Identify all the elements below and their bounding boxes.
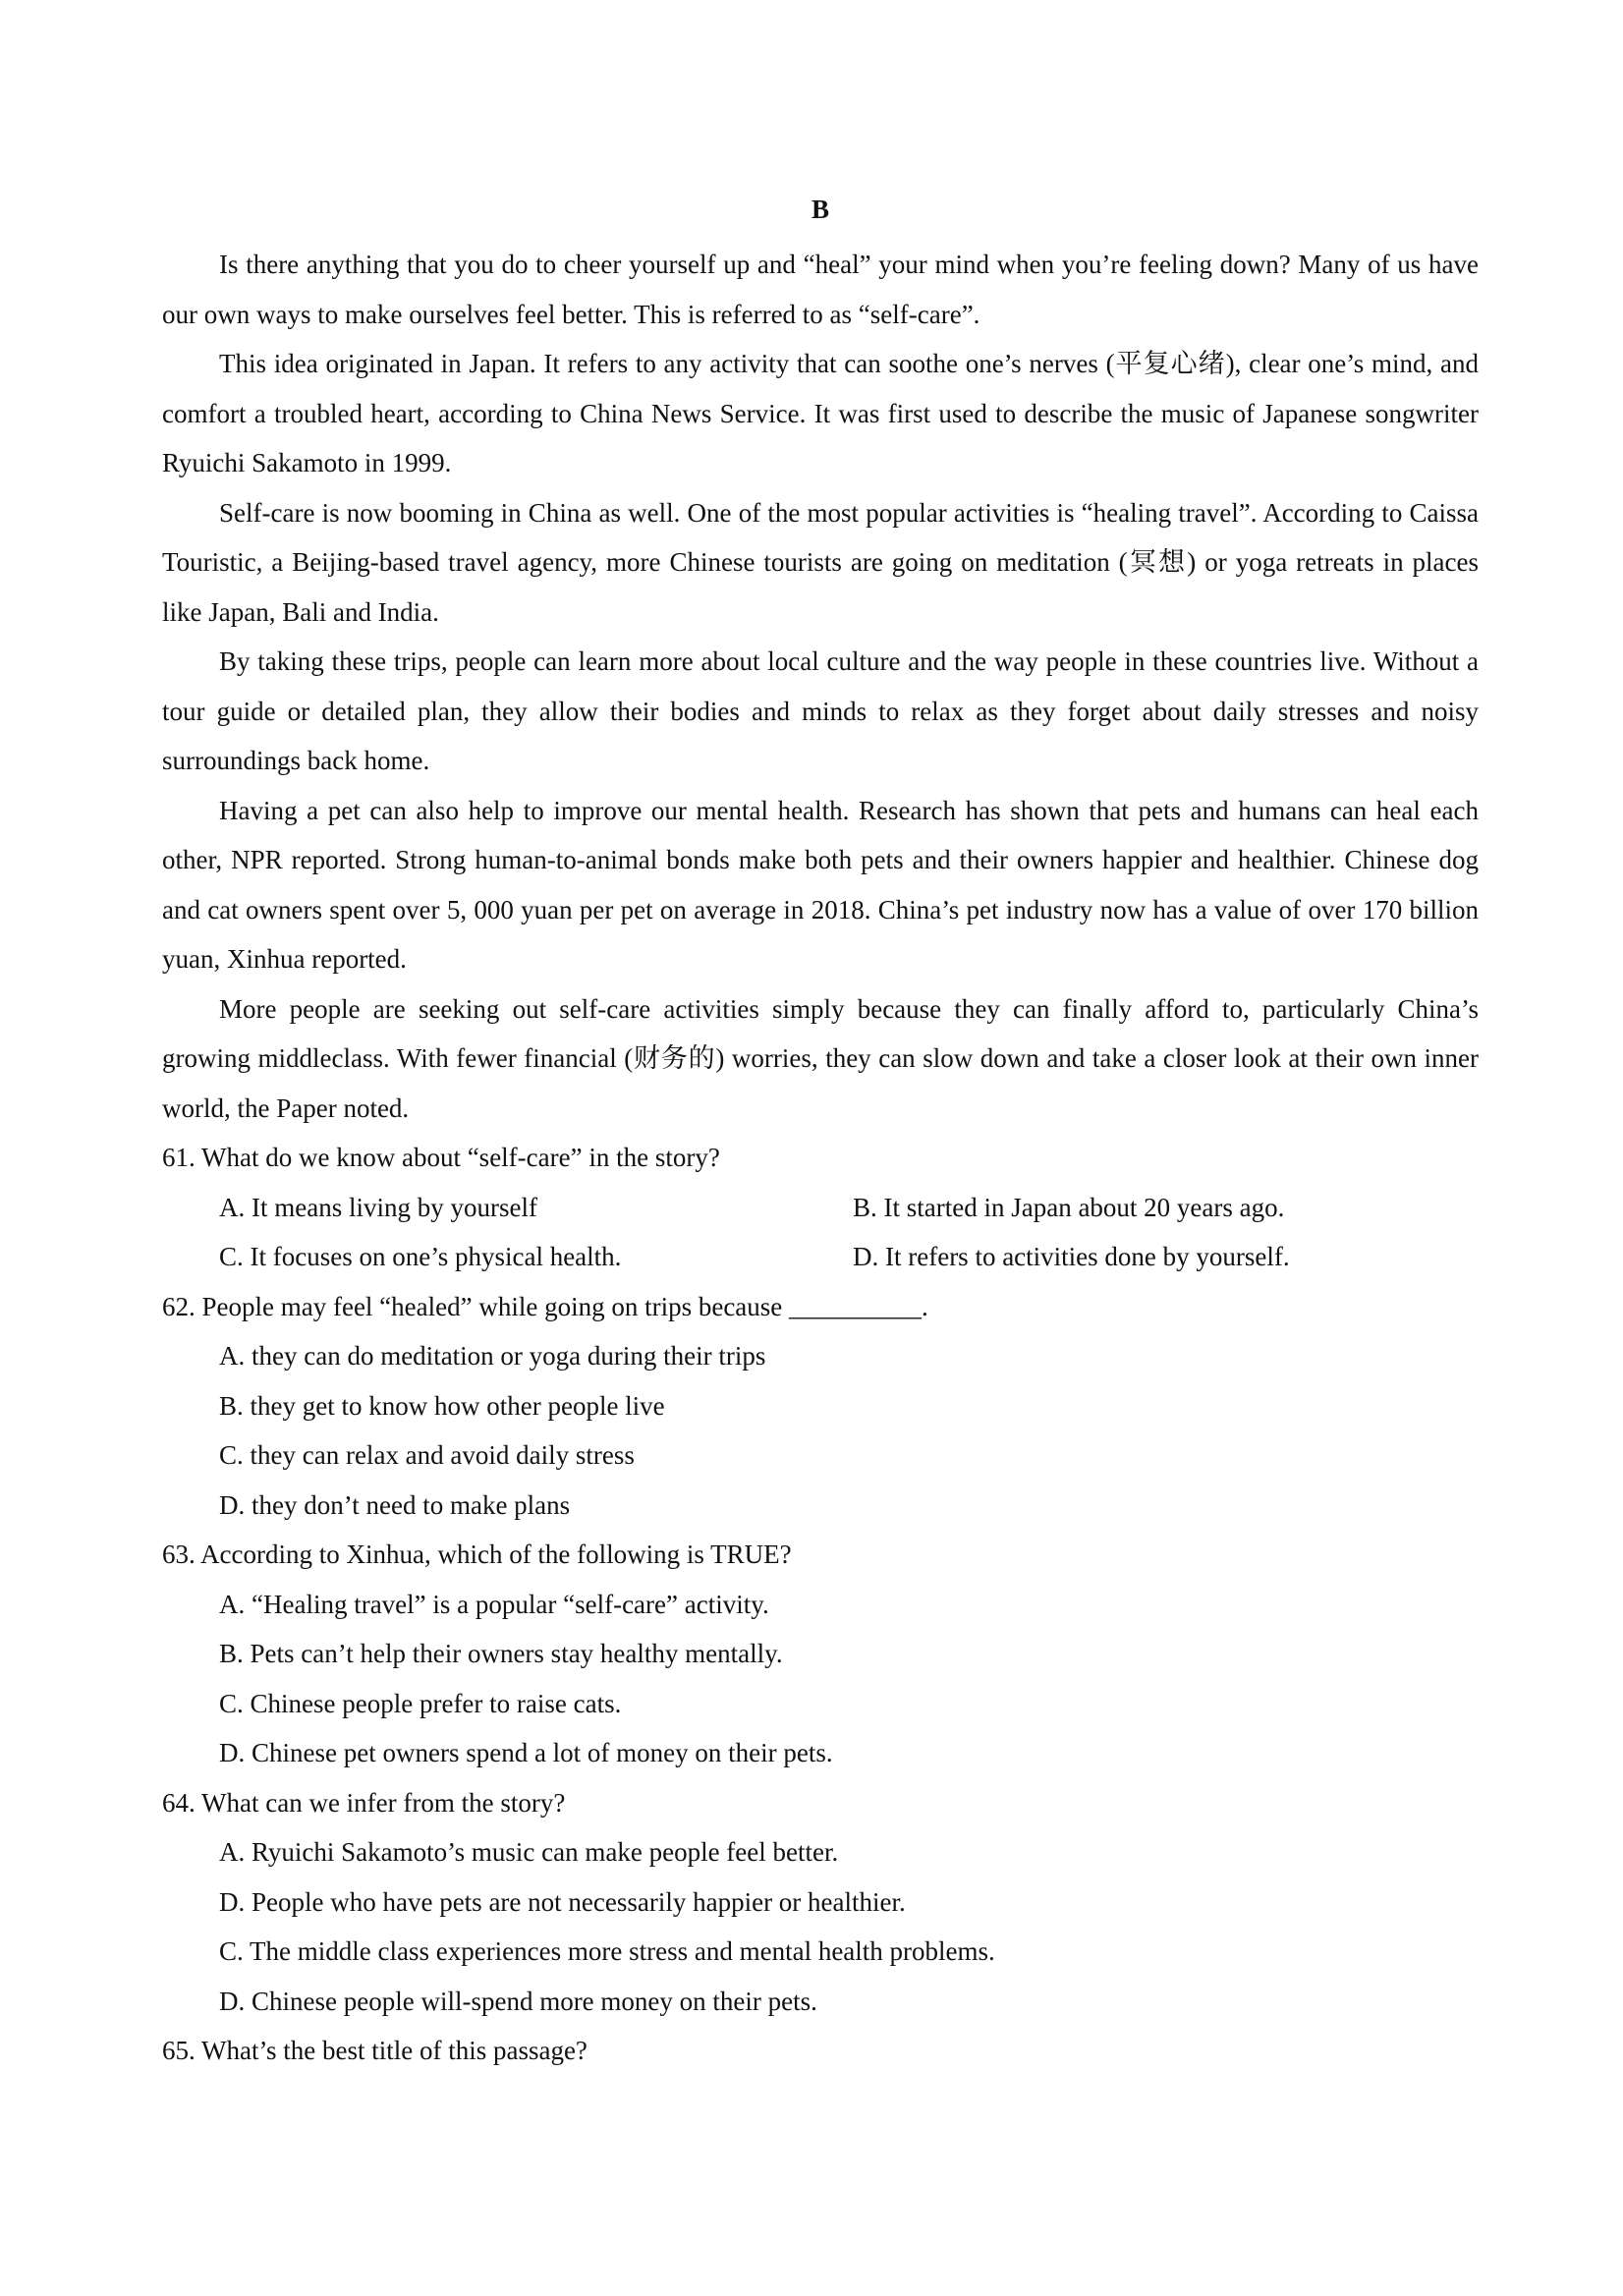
answer-option: C. It focuses on one’s physical health. <box>219 1242 622 1271</box>
answer-option: D. It refers to activities done by yourself. <box>853 1242 1290 1271</box>
answer-option: D. People who have pets are not necessarily happier or healthier. <box>219 1886 906 1917</box>
answer-option: C. Chinese people prefer to raise cats. <box>219 1688 622 1718</box>
question-stem: 65. What’s the best title of this passage? <box>162 2036 588 2065</box>
question-stem: 63. According to Xinhua, which of the following is TRUE? <box>162 1540 792 1569</box>
answer-option: B. they get to know how other people live <box>219 1390 665 1421</box>
question-64 <box>162 1778 1479 2027</box>
question-stem: 64. What can we infer from the story? <box>162 1787 566 1818</box>
answer-options <box>162 1580 1479 1778</box>
answer-option: D. they don’t need to make plans <box>219 1489 571 1520</box>
answer-option: A. It means living by yourself <box>219 1192 537 1222</box>
passage-paragraph: By taking these trips, people can learn more about local culture and the way people in these countries live. Without a tour guide or detailed plan, they allow their bodies and minds to relax as they forget about daily stresses and noisy surroundings back home. <box>162 646 1479 775</box>
section-heading: B <box>811 195 829 224</box>
question-65 <box>162 2026 1479 2076</box>
answer-option: C. they can relax and avoid daily stress <box>219 1440 635 1470</box>
passage-paragraph: Having a pet can also help to improve our mental health. Research has shown that pets and humans can heal each other, NPR reported. Strong human-to-animal bonds make both pets and their owners happier and healthier. Chinese dog and cat owners spent over 5, 000 yuan per pet on average in 2018. China’s pet industry now has a value of over 170 billion yuan, Xinhua reported. <box>162 795 1479 974</box>
answer-option: D. Chinese people will-spend more money on their pets. <box>219 1986 817 2016</box>
question-63 <box>162 1530 1479 1778</box>
question-stem: 61. What do we know about “self-care” in the story? <box>162 1143 720 1172</box>
answer-options <box>162 1331 1479 1530</box>
passage-paragraph: More people are seeking out self-care activities simply because they can finally afford to, particularly China’s growing middleclass. With fewer financial (财务的) worries, they can slow down and take a closer look at their own inner world, the Paper noted. <box>162 993 1479 1123</box>
answer-option: A. they can do meditation or yoga during their trips <box>219 1341 766 1371</box>
passage-paragraph: This idea originated in Japan. It refers to any activity that can soothe one’s nerves (平复心绪), clear one’s mind, and comfort a troubled heart, according to China News Service. It was first used to describe the music of Japanese songwriter Ryuichi Sakamoto in 1999. <box>162 349 1479 477</box>
answer-option: A. Ryuichi Sakamoto’s music can make people feel better. <box>219 1837 839 1867</box>
answer-option: C. The middle class experiences more stress and mental health problems. <box>219 1936 995 1966</box>
answer-option: B. Pets can’t help their owners stay healthy mentally. <box>219 1639 783 1668</box>
answer-options <box>162 1183 1479 1282</box>
answer-options <box>162 1827 1479 2026</box>
document-page <box>162 193 1479 2076</box>
answer-option: A. “Healing travel” is a popular “self-care” activity. <box>219 1589 769 1619</box>
question-61 <box>162 1133 1479 1282</box>
question-62 <box>162 1282 1479 1531</box>
answer-option: D. Chinese pet owners spend a lot of money on their pets. <box>219 1738 833 1767</box>
passage <box>162 240 1479 1133</box>
question-stem: 62. People may feel “healed” while going on trips because __________. <box>162 1291 928 1321</box>
passage-paragraph: Self-care is now booming in China as well. One of the most popular activities is “healing travel”. According to Caissa Touristic, a Beijing-based travel agency, more Chinese tourists are going on meditation (冥想) or yoga retreats in places like Japan, Bali and India. <box>162 497 1479 627</box>
answer-option: B. It started in Japan about 20 years ago. <box>853 1192 1285 1222</box>
passage-paragraph: Is there anything that you do to cheer yourself up and “heal” your mind when you’re feeling down? Many of us have our own ways to make ourselves feel better. This is referred to as “self-care”. <box>162 250 1479 329</box>
